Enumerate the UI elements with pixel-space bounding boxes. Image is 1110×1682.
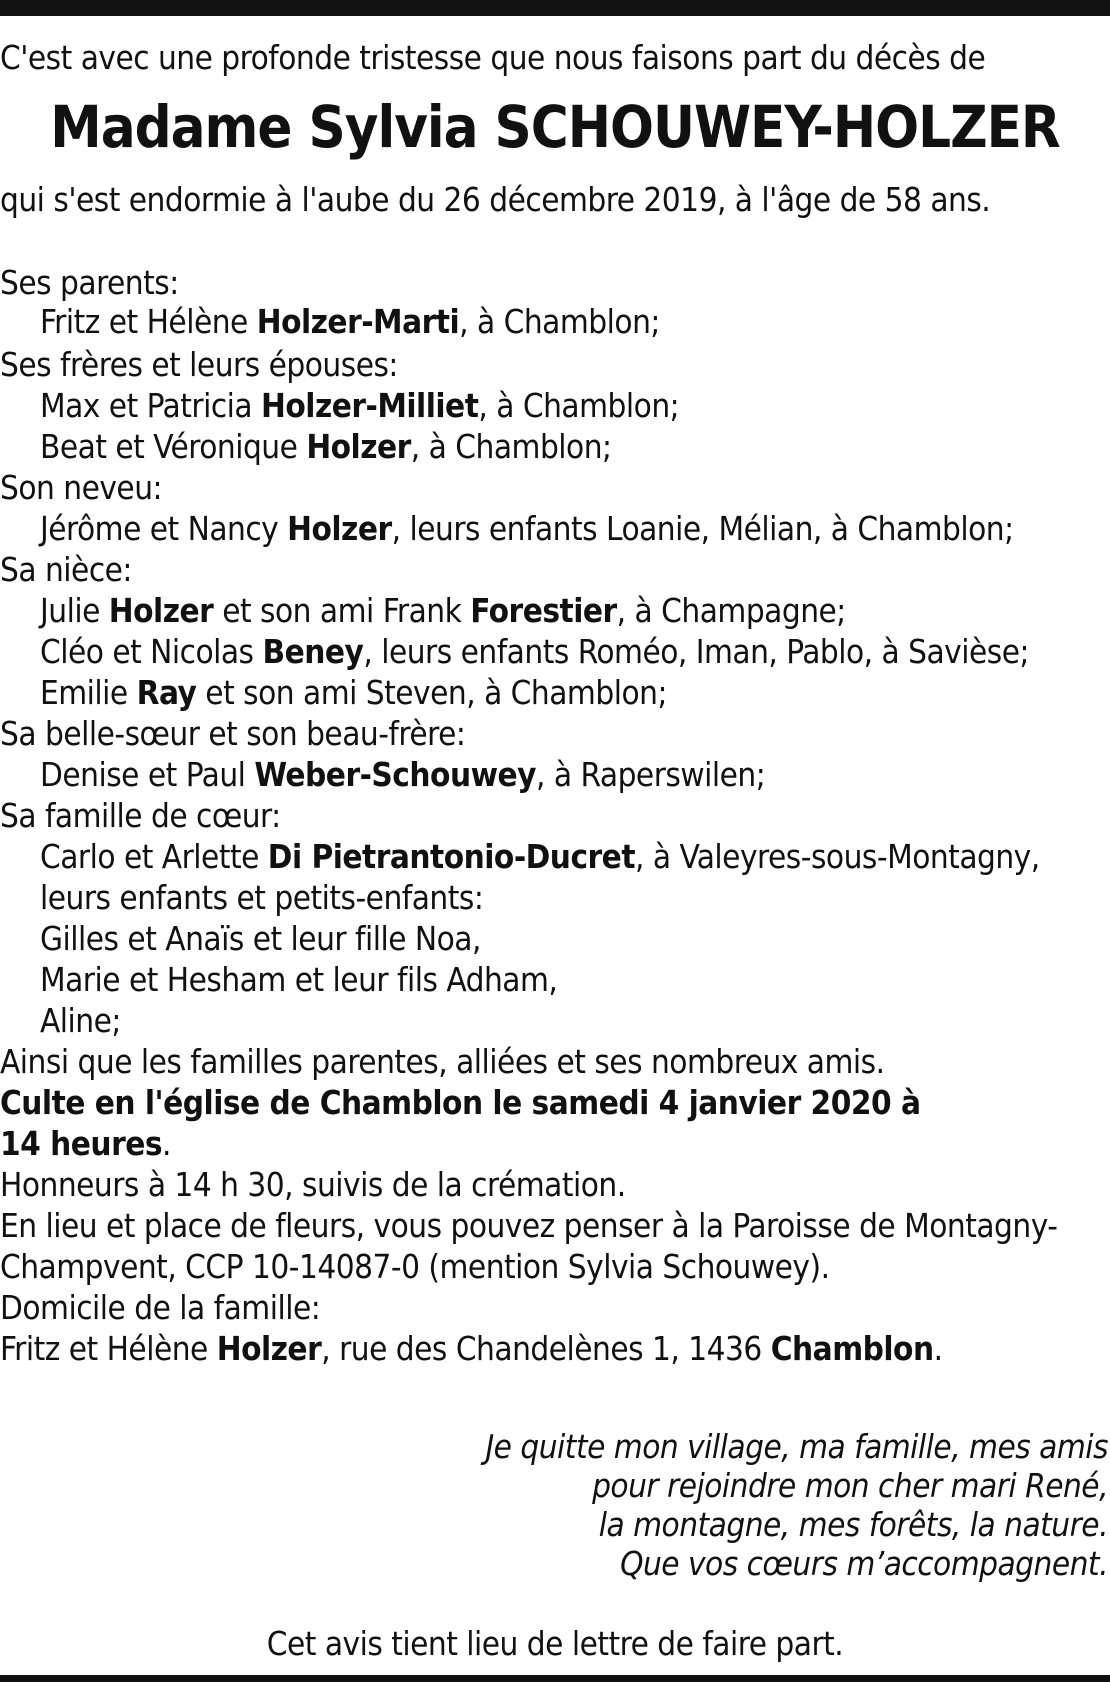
- poem-line: pour rejoindre mon cher mari René,: [592, 1466, 1108, 1505]
- family-entry: leurs enfants et petits-enfants:: [40, 878, 484, 917]
- family-entry: Beat et Véronique Holzer, à Chamblon;: [40, 427, 612, 466]
- brothers-label: Ses frères et leurs épouses:: [0, 345, 398, 384]
- top-rule: [0, 0, 1110, 16]
- domicile-label: Domicile de la famille:: [0, 1288, 321, 1327]
- niece-label: Sa nièce:: [0, 550, 132, 589]
- family-entry: Jérôme et Nancy Holzer, leurs enfants Loanie, Mélian, à Chamblon;: [40, 509, 1014, 548]
- intro-text: C'est avec une profonde tristesse que nous faisons part du décès de: [0, 38, 986, 77]
- family-entry: Denise et Paul Weber-Schouwey, à Raperswilen;: [40, 755, 766, 794]
- family-entry: Gilles et Anaïs et leur fille Noa,: [40, 919, 481, 958]
- deceased-name: Madame Sylvia SCHOUWEY-HOLZER: [50, 93, 1060, 161]
- family-entry: Aline;: [40, 1001, 121, 1040]
- family-entry: Marie et Hesham et leur fils Adham,: [40, 960, 558, 999]
- other-relatives: Ainsi que les familles parentes, alliées et ses nombreux amis.: [0, 1042, 885, 1081]
- domicile-address: Fritz et Hélène Holzer, rue des Chandelènes 1, 1436 Chamblon.: [0, 1329, 943, 1368]
- poem-line: la montagne, mes forêts, la nature.: [598, 1505, 1108, 1544]
- inlaws-label: Sa belle-sœur et son beau-frère:: [0, 714, 466, 753]
- family-entry: Max et Patricia Holzer-Milliet, à Chamblon;: [40, 386, 680, 425]
- closing-note: Cet avis tient lieu de lettre de faire part.: [266, 1624, 844, 1663]
- family-entry: Emilie Ray et son ami Steven, à Chamblon;: [40, 673, 667, 712]
- poem-line: Que vos cœurs m’accompagnent.: [620, 1544, 1108, 1583]
- ceremony-line: Culte en l'église de Chamblon le samedi 4 janvier 2020 à: [0, 1083, 921, 1122]
- heart-family-label: Sa famille de cœur:: [0, 796, 281, 835]
- bottom-rule: [0, 1675, 1110, 1682]
- flowers-line: En lieu et place de fleurs, vous pouvez penser à la Paroisse de Montagny-: [0, 1206, 1058, 1245]
- poem-line: Je quitte mon village, ma famille, mes amis: [485, 1427, 1108, 1466]
- family-entry: Fritz et Hélène Holzer-Marti, à Chamblon;: [40, 302, 660, 341]
- family-entry: Carlo et Arlette Di Pietrantonio-Ducret, à Valeyres-sous-Montagny,: [40, 837, 1040, 876]
- ceremony-time: 14 heures.: [0, 1124, 171, 1163]
- honours-line: Honneurs à 14 h 30, suivis de la crémation.: [0, 1165, 626, 1204]
- parents-label: Ses parents:: [0, 263, 179, 302]
- flowers-line: Champvent, CCP 10-14087-0 (mention Sylvia Schouwey).: [0, 1247, 830, 1286]
- family-entry: Cléo et Nicolas Beney, leurs enfants Roméo, Iman, Pablo, à Savièse;: [40, 632, 1029, 671]
- nephew-label: Son neveu:: [0, 468, 163, 507]
- family-entry: Julie Holzer et son ami Frank Forestier, à Champagne;: [40, 591, 846, 630]
- death-line: qui s'est endormie à l'aube du 26 décembre 2019, à l'âge de 58 ans.: [0, 180, 991, 219]
